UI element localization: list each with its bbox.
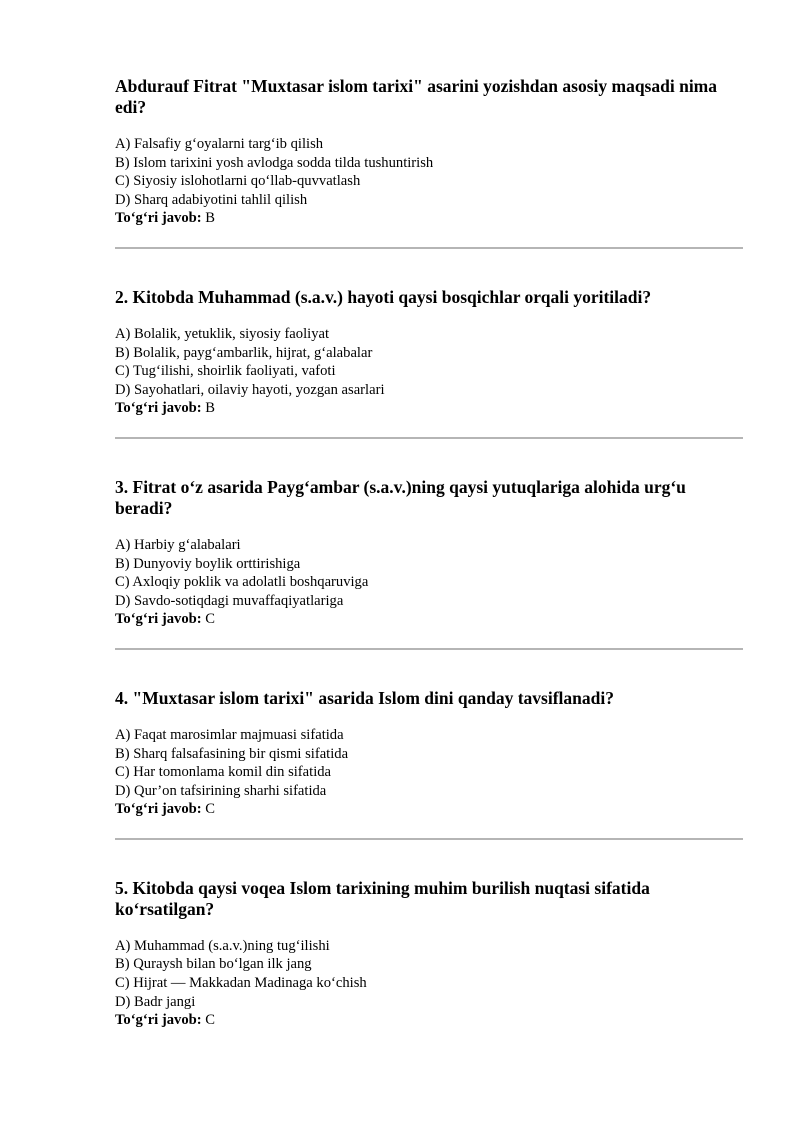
correct-answer [115, 610, 743, 629]
divider [115, 648, 743, 650]
option-a: A) Falsafiy g‘oyalarni targ‘ib qilish [115, 136, 324, 152]
question-title: 2. Kitobda Muhammad (s.a.v.) hayoti qaysi bosqichlar orqali yoritiladi? [115, 286, 652, 307]
question-5 [115, 878, 743, 1030]
correct-answer-label: To‘g‘ri javob: [115, 400, 202, 417]
option-a: A) Faqat marosimlar majmuasi sifatida [115, 726, 344, 743]
correct-answer-value: B [201, 210, 216, 227]
option-d: D) Qur’on tafsirining sharhi sifatida [115, 782, 327, 799]
option-b: B) Bolalik, payg‘ambarlik, hijrat, g‘alabalar [115, 344, 373, 361]
correct-answer-value: C [201, 1012, 216, 1029]
option-list [115, 726, 743, 800]
correct-answer [115, 800, 743, 819]
correct-answer-label: To‘g‘ri javob: [115, 801, 202, 818]
option-b: B) Sharq falsafasining bir qismi sifatida [115, 745, 349, 762]
correct-answer-label: To‘g‘ri javob: [115, 611, 202, 628]
option-c: C) Siyosiy islohotlarni qo‘llab-quvvatlash [115, 173, 361, 190]
correct-answer [115, 209, 743, 228]
correct-answer [115, 1011, 743, 1030]
option-a: A) Harbiy g‘alabalari [115, 536, 241, 553]
correct-answer [115, 399, 743, 418]
option-list [115, 325, 743, 399]
correct-answer-value: C [201, 801, 216, 818]
question-title: Abdurauf Fitrat "Muxtasar islom tarixi" asarini yozishdan asosiy maqsadi nima edi? [115, 76, 718, 117]
question-3 [115, 477, 743, 629]
option-b: B) Islom tarixini yosh avlodga sodda tilda tushuntirish [115, 154, 434, 171]
option-d: D) Sayohatlari, oilaviy hayoti, yozgan asarlari [115, 381, 385, 398]
option-d: D) Badr jangi [115, 993, 196, 1010]
question-title: 3. Fitrat o‘z asarida Payg‘ambar (s.a.v.)ning qaysi yutuqlariga alohida urg‘u beradi? [115, 476, 686, 518]
option-b: B) Dunyoviy boylik orttirishiga [115, 555, 301, 572]
divider [115, 437, 743, 439]
option-a: A) Muhammad (s.a.v.)ning tug‘ilishi [115, 937, 330, 954]
option-list [115, 937, 743, 1011]
divider [115, 838, 743, 840]
divider [115, 247, 743, 249]
correct-answer-value: C [201, 611, 216, 628]
question-4 [115, 688, 743, 819]
option-list [115, 135, 743, 209]
option-d: D) Savdo-sotiqdagi muvaffaqiyatlariga [115, 592, 344, 609]
option-c: C) Hijrat — Makkadan Madinaga ko‘chish [115, 975, 367, 992]
quiz-document [115, 76, 743, 1030]
option-c: C) Axloqiy poklik va adolatli boshqaruviga [115, 574, 369, 591]
question-title: 5. Kitobda qaysi voqea Islom tarixining muhim burilish nuqtasi sifatida ko‘rsatilgan? [115, 877, 650, 919]
option-d: D) Sharq adabiyotini tahlil qilish [115, 191, 308, 208]
question-2 [115, 287, 743, 418]
question-1 [115, 76, 743, 228]
option-b: B) Quraysh bilan bo‘lgan ilk jang [115, 956, 312, 973]
correct-answer-value: B [201, 400, 216, 417]
option-c: C) Tug‘ilishi, shoirlik faoliyati, vafoti [115, 363, 336, 380]
correct-answer-label: To‘g‘ri javob: [115, 1012, 202, 1029]
option-c: C) Har tomonlama komil din sifatida [115, 764, 332, 781]
question-title: 4. "Muxtasar islom tarixi" asarida Islom dini qanday tavsiflanadi? [115, 687, 614, 708]
correct-answer-label: To‘g‘ri javob: [115, 210, 202, 227]
option-a: A) Bolalik, yetuklik, siyosiy faoliyat [115, 325, 330, 342]
option-list [115, 536, 743, 610]
